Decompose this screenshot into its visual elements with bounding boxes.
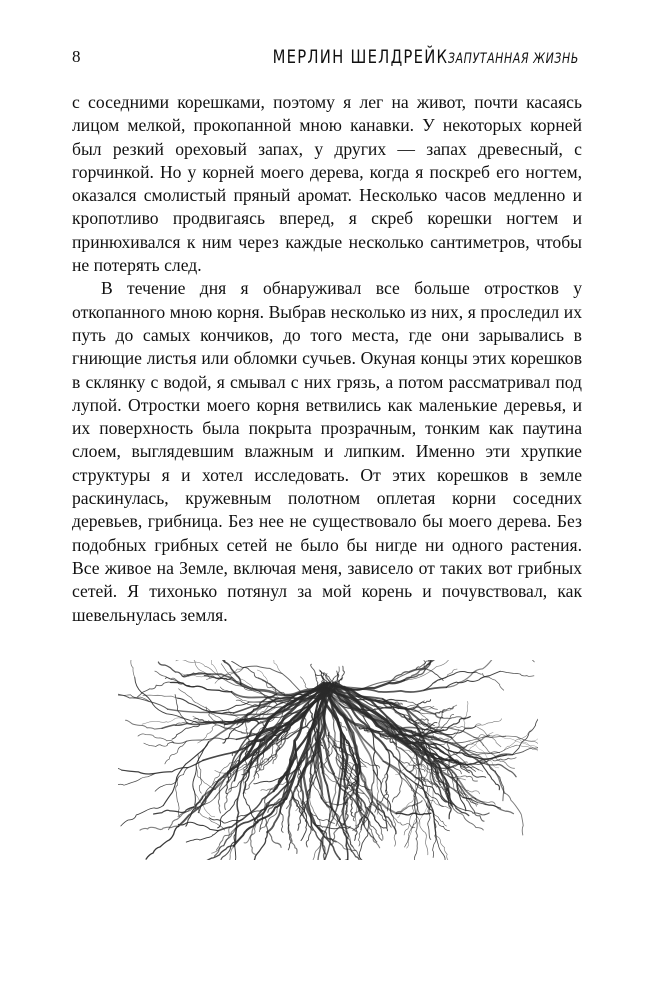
paragraph-2: В течение дня я обнаруживал все больше отростков у откопанного мною корня. Выбрав несколько из них, я проследил их путь до самых кончиков, до того места, где они зарывались в гниющие листья или обломки сучьев. Окуная концы этих корешков в склянку с водой, я смывал с них грязь, а потом рассматривал под лупой. Отростки моего корня ветвились как маленькие деревья, и их поверхность была покрыта прозрачным, тонким как паутина слоем, выглядевшим влажным и липким. Именно эти хрупкие структуры я и хотел исследовать. От этих корешков в земле раскинулась, кружевным полотном оплетая корни соседних деревьев, грибница. Без нее не существовало бы моего дерева. Без подобных грибных сетей не было бы нигде ни одного растения. Все живое на Земле, включая меня, зависело от таких вот грибных сетей. Я тихонько потянул за мой корень и почувствовал, как шевельнулась земля. [72, 278, 582, 625]
running-header [223, 46, 579, 68]
paragraph-1: с соседними корешками, поэтому я лег на живот, почти касаясь лицом мелкой, прокопанной мною канавки. У некоторых корней был резкий ореховый запах, у других — запах древесный, с горчинкой. Но у корней моего дерева, когда я поскреб его ногтем, оказался смолистый пряный аромат. Несколько часов медленно и кропотливо продвигаясь вперед, я скреб корешки ногтем и принюхивался к ним через каждые несколько сантиметров, чтобы не потерять след. [72, 92, 582, 276]
running-header-author: МЕРЛИН ШЕЛДРЕЙК [272, 46, 448, 68]
body-text [72, 91, 582, 627]
running-header-book-title: ЗАПУТАННАЯ ЖИЗНЬ [447, 51, 579, 67]
page-number: 8 [72, 47, 81, 66]
roots-illustration-icon [118, 660, 538, 860]
